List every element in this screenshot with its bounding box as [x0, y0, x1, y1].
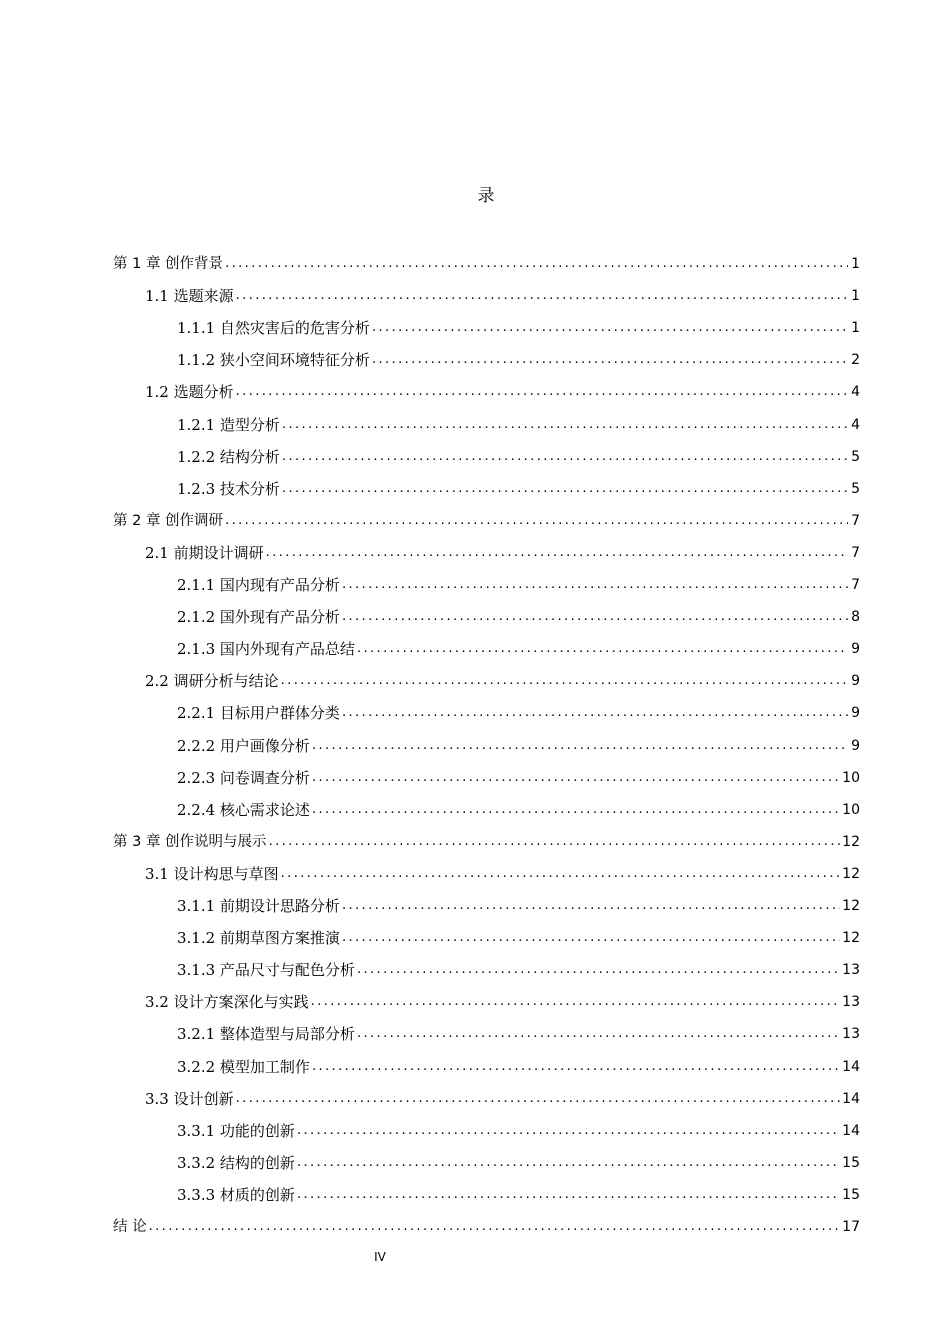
- toc-entry-label: 3.2.1 整体造型与局部分析: [177, 1025, 355, 1043]
- toc-entry-page-number: 12: [842, 866, 860, 882]
- toc-entry-page-number: 14: [842, 1059, 860, 1075]
- toc-entry-label: 1.2 选题分析: [145, 383, 234, 401]
- toc-entry-label: 第 2 章 创作调研: [113, 513, 224, 529]
- toc-entry-label: 3.2 设计方案深化与实践: [145, 993, 309, 1011]
- toc-entry-label: 1.2.2 结构分析: [177, 448, 280, 466]
- toc-entry[interactable]: [177, 762, 860, 788]
- toc-dot-leader: [269, 832, 841, 852]
- toc-dot-leader: [312, 768, 840, 788]
- toc-entry-label: 1.1 选题来源: [145, 287, 234, 305]
- toc-entry-page-number: 8: [851, 609, 860, 625]
- toc-dot-leader: [225, 511, 848, 531]
- toc-entry-label: 3.2.2 模型加工制作: [177, 1058, 310, 1076]
- toc-entry[interactable]: [145, 1083, 860, 1109]
- toc-dot-leader: [236, 286, 848, 306]
- toc-entry[interactable]: [145, 986, 860, 1012]
- toc-dot-leader: [236, 1089, 841, 1109]
- toc-entry-label: 1.1.2 狭小空间环境特征分析: [177, 351, 370, 369]
- toc-entry-label: 3.1.2 前期草图方案推演: [177, 929, 340, 947]
- toc-entry[interactable]: [177, 954, 860, 980]
- toc-entry-page-number: 12: [842, 834, 860, 850]
- toc-dot-leader: [282, 479, 848, 499]
- toc-entry[interactable]: [145, 280, 860, 306]
- toc-entry[interactable]: [113, 248, 860, 274]
- toc-dot-leader: [312, 736, 848, 756]
- toc-entry-label: 1.2.1 造型分析: [177, 416, 280, 434]
- toc-entry-label: 3.3.2 结构的创新: [177, 1154, 295, 1172]
- toc-entry-label: 3.1.1 前期设计思路分析: [177, 897, 340, 915]
- toc-entry-page-number: 7: [851, 513, 860, 529]
- footer-page-number: IV: [374, 1250, 386, 1264]
- toc-dot-leader: [342, 896, 840, 916]
- toc-entry[interactable]: [177, 730, 860, 756]
- toc-entry-page-number: 9: [851, 673, 860, 689]
- toc-entry-label: 2.1 前期设计调研: [145, 544, 264, 562]
- toc-dot-leader: [372, 318, 848, 338]
- toc-entry-page-number: 7: [851, 545, 860, 561]
- toc-entry-page-number: 9: [851, 641, 860, 657]
- toc-entry[interactable]: [177, 344, 860, 370]
- toc-entry-page-number: 4: [851, 384, 860, 400]
- toc-entry-page-number: 10: [842, 770, 860, 786]
- toc-dot-leader: [357, 960, 840, 980]
- toc-entry[interactable]: [113, 1211, 860, 1237]
- toc-dot-leader: [281, 864, 841, 884]
- toc-entry[interactable]: [177, 1051, 860, 1077]
- toc-entry-page-number: 14: [842, 1091, 860, 1107]
- toc-entry-label: 2.2.1 目标用户群体分类: [177, 704, 340, 722]
- toc-dot-leader: [282, 415, 848, 435]
- toc-entry[interactable]: [177, 312, 860, 338]
- toc-entry-page-number: 4: [851, 417, 860, 433]
- toc-entry-label: 3.1.3 产品尺寸与配色分析: [177, 961, 355, 979]
- toc-dot-leader: [342, 575, 848, 595]
- toc-entry[interactable]: [145, 376, 860, 402]
- toc-dot-leader: [312, 800, 840, 820]
- toc-entry-page-number: 12: [842, 898, 860, 914]
- page-title: 录: [477, 186, 495, 206]
- toc-entry-page-number: 15: [842, 1187, 860, 1203]
- toc-entry-label: 3.3.1 功能的创新: [177, 1122, 295, 1140]
- toc-entry-label: 2.1.3 国内外现有产品总结: [177, 640, 355, 658]
- toc-entry-label: 3.3 设计创新: [145, 1090, 234, 1108]
- toc-entry-label: 2.2 调研分析与结论: [145, 672, 279, 690]
- toc-entry[interactable]: [177, 1018, 860, 1044]
- toc-entry[interactable]: [177, 794, 860, 820]
- toc-entry-label: 3.3.3 材质的创新: [177, 1186, 295, 1204]
- toc-dot-leader: [311, 992, 841, 1012]
- toc-entry-label: 2.2.2 用户画像分析: [177, 737, 310, 755]
- toc-entry[interactable]: [145, 537, 860, 563]
- toc-entry[interactable]: [177, 1147, 860, 1173]
- toc-dot-leader: [225, 254, 848, 274]
- toc-dot-leader: [266, 543, 848, 563]
- toc-entry[interactable]: [177, 922, 860, 948]
- toc-entry-page-number: 9: [851, 705, 860, 721]
- toc-entry-label: 2.2.4 核心需求论述: [177, 801, 310, 819]
- toc-dot-leader: [297, 1121, 840, 1141]
- toc-entry-page-number: 1: [851, 256, 860, 272]
- toc-entry[interactable]: [145, 858, 860, 884]
- toc-entry[interactable]: [177, 1179, 860, 1205]
- toc-entry-page-number: 15: [842, 1155, 860, 1171]
- toc-entry[interactable]: [177, 633, 860, 659]
- toc-entry-label: 1.2.3 技术分析: [177, 480, 280, 498]
- toc-entry-page-number: 10: [842, 802, 860, 818]
- toc-dot-leader: [282, 447, 848, 467]
- toc-dot-leader: [236, 382, 848, 402]
- toc-entry-page-number: 5: [851, 449, 860, 465]
- toc-entry[interactable]: [177, 409, 860, 435]
- toc-dot-leader: [281, 671, 848, 691]
- toc-entry[interactable]: [145, 665, 860, 691]
- toc-entry-page-number: 13: [842, 994, 860, 1010]
- toc-entry-label: 3.1 设计构思与草图: [145, 865, 279, 883]
- toc-dot-leader: [297, 1185, 840, 1205]
- toc-dot-leader: [357, 639, 848, 659]
- toc-entry[interactable]: [177, 473, 860, 499]
- toc-entry-page-number: 1: [851, 288, 860, 304]
- toc-entry[interactable]: [177, 441, 860, 467]
- toc-entry-page-number: 7: [851, 577, 860, 593]
- toc-dot-leader: [297, 1153, 840, 1173]
- toc-entry-label: 结 论: [113, 1219, 147, 1235]
- toc-entry-label: 2.1.1 国内现有产品分析: [177, 576, 340, 594]
- toc-entry-label: 2.1.2 国外现有产品分析: [177, 608, 340, 626]
- toc-entry[interactable]: [177, 890, 860, 916]
- toc-dot-leader: [357, 1024, 840, 1044]
- toc-dot-leader: [372, 350, 848, 370]
- toc-entry[interactable]: [177, 1115, 860, 1141]
- toc-entry-label: 第 1 章 创作背景: [113, 256, 224, 272]
- toc-entry[interactable]: [113, 505, 860, 531]
- toc-entry-label: 第 3 章 创作说明与展示: [113, 834, 267, 850]
- toc-dot-leader: [312, 1057, 840, 1077]
- toc-entry-page-number: 12: [842, 930, 860, 946]
- toc-entry-label: 1.1.1 自然灾害后的危害分析: [177, 319, 370, 337]
- toc-entry[interactable]: [177, 697, 860, 723]
- toc-dot-leader: [342, 607, 848, 627]
- toc-dot-leader: [342, 928, 840, 948]
- toc-entry-page-number: 13: [842, 962, 860, 978]
- toc-entry-label: 2.2.3 问卷调查分析: [177, 769, 310, 787]
- toc-entry-page-number: 14: [842, 1123, 860, 1139]
- toc-dot-leader: [342, 703, 848, 723]
- toc-dot-leader: [149, 1217, 841, 1237]
- toc-entry-page-number: 9: [851, 738, 860, 754]
- toc-entry-page-number: 13: [842, 1026, 860, 1042]
- toc-entry-page-number: 2: [851, 352, 860, 368]
- toc-entry-page-number: 1: [851, 320, 860, 336]
- toc-entry-page-number: 5: [851, 481, 860, 497]
- toc-entry-page-number: 17: [842, 1219, 860, 1235]
- toc-entry[interactable]: [113, 826, 860, 852]
- toc-entry[interactable]: [177, 569, 860, 595]
- toc-entry[interactable]: [177, 601, 860, 627]
